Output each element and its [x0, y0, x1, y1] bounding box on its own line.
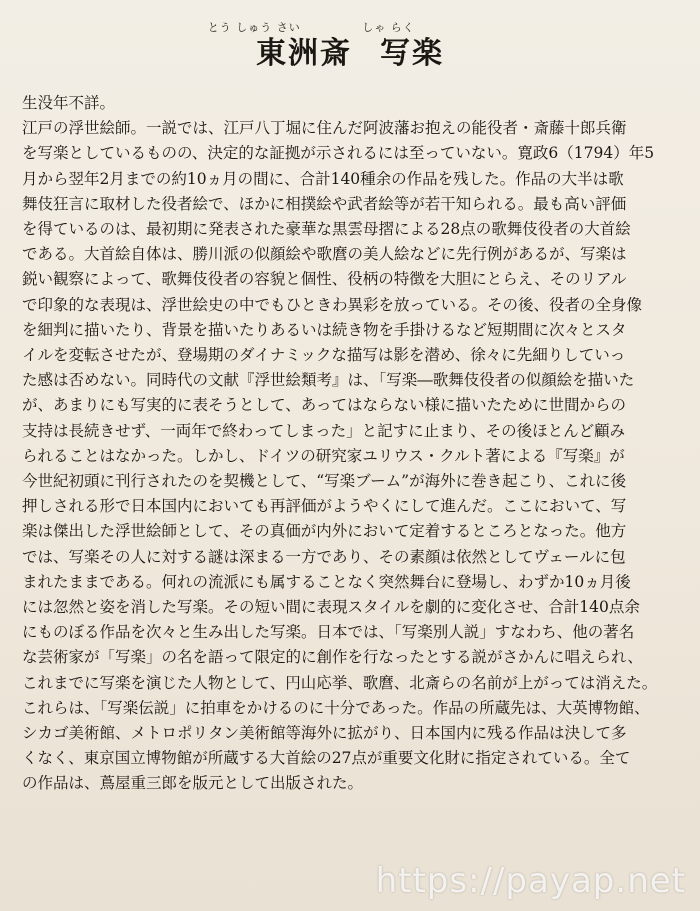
text-line: で印象的な表現は、浮世絵史の中でもひときわ異彩を放っている。その後、役者の全身像 [22, 295, 643, 314]
text-line: これまでに写楽を演じた人物として、円山応挙、歌麿、北斎らの名前が上がっては消えた。 [22, 673, 658, 692]
title-furigana [0, 20, 700, 36]
text-line: を写楽としているものの、決定的な証拠が示されるには至っていない。寛政6（1794）年5 [22, 144, 655, 163]
text-line: を得ているのは、最初期に発表された豪華な黒雲母摺による28点の歌舞伎役者の大首絵 [22, 220, 631, 239]
biography-text [22, 91, 684, 797]
text-line: 月から翌年2月までの約10ヵ月の間に、合計140種余の作品を残した。作品の大半は歌 [22, 169, 624, 188]
furigana-family-name: とう しゅう さい [207, 21, 301, 34]
title-family-name: 東洲斎 [256, 36, 352, 71]
page-title [0, 36, 700, 72]
text-line: 楽は傑出した浮世絵師として、その真価が内外において定着するところとなった。他方 [22, 522, 627, 541]
text-line: 鋭い観察によって、歌舞伎役者の容貌と個性、役柄の特徴を大胆にとらえ、そのリアル [22, 270, 627, 289]
text-line: 今世紀初頭に刊行されたのを契機として、“写楽ブーム”が海外に巻き起こり、これに後 [22, 472, 627, 491]
text-line: 舞伎狂言に取材した役者絵で、ほかに相撲絵や武者絵等が若干知られる。最も高い評価 [22, 194, 627, 213]
text-line: まれたままである。何れの流派にも属することなく突然舞台に登場し、わずか10ヵ月後 [22, 572, 631, 591]
text-line: な芸術家が「写楽」の名を語って限定的に創作を行なったとする説がさかんに唱えられ、 [22, 648, 643, 667]
text-line: 生没年不詳。 [22, 94, 116, 112]
text-line: た感は否めない。同時代の文献『浮世絵類考』は、「写楽―歌舞伎役者の似顔絵を描いた [22, 371, 635, 390]
text-line: 押しされる形で日本国内においても再評価がようやくにして進んだ。ここにおいて、写 [22, 497, 627, 516]
text-line: イルを変転させたが、登場期のダイナミックな描写は影を潜め、徐々に先細りしていっ [22, 346, 626, 365]
text-line: である。大首絵自体は、勝川派の似顔絵や歌麿の美人絵などに先行例があるが、写楽は [22, 245, 627, 264]
watermark: https://payap.net [375, 861, 686, 901]
text-line: には忽然と姿を消した写楽。その短い間に表現スタイルを劇的に変化させ、合計140点余 [22, 598, 640, 617]
text-line: られることはなかった。しかし、ドイツの研究家ユリウス・クルト著による『写楽』が [22, 446, 625, 465]
title-given-name: 写楽 [380, 36, 444, 71]
text-line: にものぼる作品を次々と生み出した写楽。日本では、「写楽別人説」すなわち、他の著名 [22, 623, 635, 642]
text-line: では、写楽その人に対する謎は深まる一方であり、その素顔は依然としてヴェールに包 [22, 547, 626, 566]
text-line: くなく、東京国立博物館が所蔵する大首絵の27点が重要文化財に指定されている。全て [22, 749, 631, 768]
text-line: 江戸の浮世絵師。一説では、江戸八丁堀に住んだ阿波藩お抱えの能役者・斎藤十郎兵衛 [22, 119, 627, 138]
furigana-given-name: しゃ らく [362, 21, 415, 34]
text-line: 支持は長続きせず、一両年で終わってしまった」と記すに止まり、その後ほとんど顧み [22, 421, 626, 440]
text-line: を細判に描いたり、背景を描いたりあるいは続き物を手掛けるなど短期間に次々とスタ [22, 320, 627, 339]
text-line: これらは、「写楽伝説」に拍車をかけるのに十分であった。作品の所蔵先は、大英博物館、 [22, 698, 650, 717]
text-line: シカゴ美術館、メトロポリタン美術館等海外に拡がり、日本国内に残る作品は決して多 [22, 724, 627, 743]
text-line: の作品は、蔦屋重三郎を版元として出版された。 [22, 774, 364, 793]
title-block [0, 20, 700, 72]
text-line: が、あまりにも写実的に表そうとして、あってはならない様に描いたために世間からの [22, 396, 627, 415]
